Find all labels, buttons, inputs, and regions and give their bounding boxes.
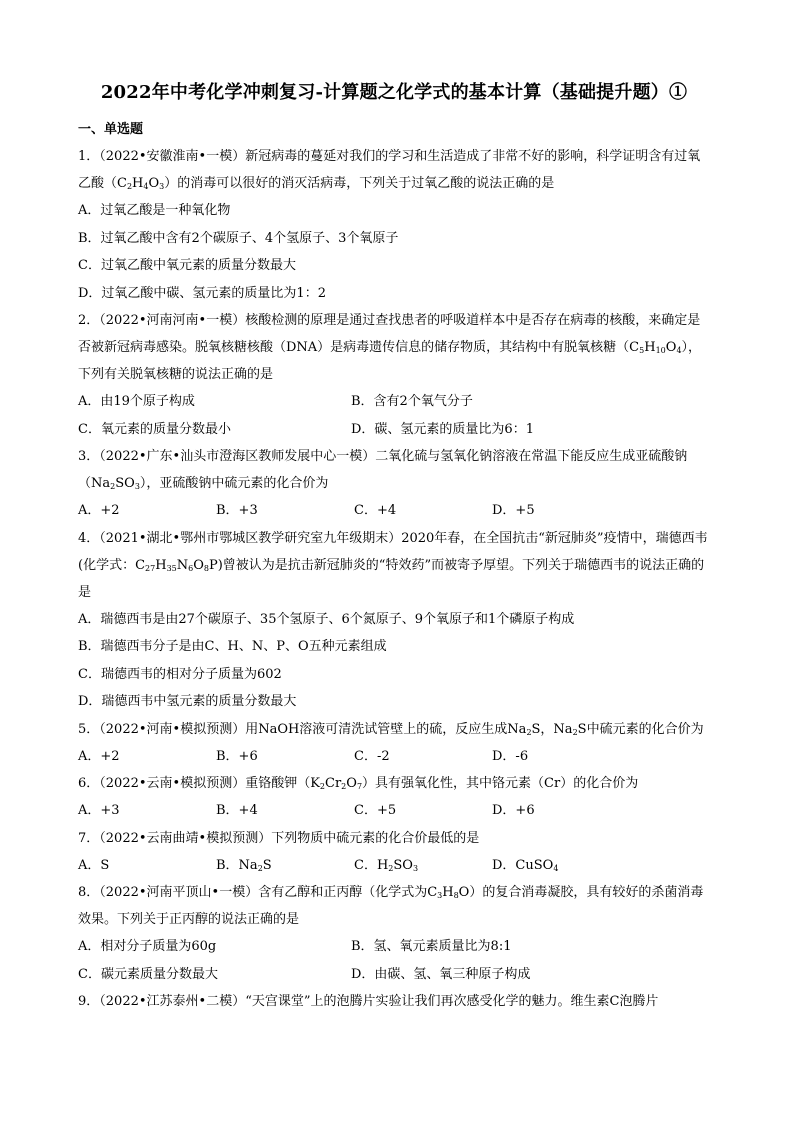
option-b: B．+3	[216, 503, 258, 518]
question-stem: 8．（2022•河南平顶山•一模）含有乙醇和正丙醇（化学式为$C_3H_8O$）的复合消毒凝胶，具有较好的杀菌消毒效果。下列关于正丙醇的说法正确的是	[78, 885, 704, 927]
question-5	[78, 716, 710, 771]
option-c: C．瑞德西韦的相对分子质量为602	[78, 666, 282, 682]
option-b: B．+4	[216, 803, 258, 818]
option-d: D．+6	[492, 803, 535, 818]
option-c: C．碳元素质量分数最大	[78, 966, 218, 982]
question-stem: 7．（2022•云南曲靖•模拟预测）下列物质中硫元素的化合价最低的是	[78, 830, 480, 846]
options-row	[78, 743, 710, 771]
question-9	[78, 988, 710, 1015]
question-stem: 5．（2022•河南•模拟预测）用NaOH溶液可清洗试管壁上的硫，反应生成$Na_2S$，$Na_2S$中硫元素的化合价为	[78, 721, 704, 737]
question-6	[78, 770, 710, 825]
question-3	[78, 443, 710, 525]
option-d: D．-6	[492, 748, 529, 764]
option-a: A．过氧乙酸是一种氧化物	[78, 203, 231, 218]
options-row	[78, 852, 710, 880]
option-d: D．+5	[492, 503, 535, 518]
question-2	[78, 307, 710, 443]
option-b: B．瑞德西韦分子是由C、H、N、P、O五种元素组成	[78, 639, 387, 654]
option-c: C．+4	[354, 503, 397, 518]
options-row	[78, 797, 710, 825]
option-b: B．$Na_2S$	[216, 857, 272, 873]
option-c: C．$H_2SO_3$	[354, 857, 419, 873]
option-b: B．+6	[216, 748, 258, 764]
question-1	[78, 143, 710, 307]
options-row	[78, 961, 710, 989]
option-a: A．瑞德西韦是由27个碳原子、35个氢原子、6个氮原子、9个氧原子和1个磷原子构成	[78, 611, 575, 627]
option-a: A．+3	[78, 803, 120, 818]
page-title: 2022年中考化学冲刺复习-计算题之化学式的基本计算（基础提升题）①	[100, 82, 688, 103]
option-d: D．CuSO$_4$	[492, 857, 559, 873]
option-c: C．-2	[354, 748, 390, 764]
option-c: C．过氧乙酸中氧元素的质量分数最大	[78, 258, 296, 273]
options-row	[78, 388, 710, 416]
option-a: A．+2	[78, 503, 120, 518]
question-stem: 2．（2022•河南河南•一模）核酸检测的原理是通过查找患者的呼吸道样本中是否存在病毒的核酸，来确定是否被新冠病毒感染。脱氧核糖核酸（DNA）是病毒遗传信息的储存物质，其结构中有脱氧核糖$(C_5H_{10}O_4)$，下列有关脱氧核糖的说法正确的是	[78, 313, 702, 382]
option-d: D．瑞德西韦中氢元素的质量分数最大	[78, 694, 297, 709]
question-stem: 4．（2021•湖北•鄂州市鄂城区教学研究室九年级期末）2020年春，在全国抗击“新冠肺炎”疫情中，瑞德西韦(化学式：$C_{27}H_{35}N_6O_8P$)曾被认为是抗击新冠肺炎的“特效药”而被寄予厚望。下列关于瑞德西韦的说法正确的是	[78, 530, 708, 600]
question-stem: 3．（2022•广东•汕头市澄海区教师发展中心一模）二氧化硫与氢氧化钠溶液在常温下能反应生成亚硫酸钠$(Na_2SO_3)$，亚硫酸钠中硫元素的化合价为	[78, 449, 688, 491]
option-a: A．S	[78, 857, 110, 873]
option-a: A．由19个原子构成	[78, 394, 195, 409]
question-7	[78, 825, 710, 880]
option-a: A．相对分子质量为60g	[78, 939, 217, 954]
option-c: C．+5	[354, 803, 397, 818]
section-heading: 一、单选题	[78, 122, 144, 137]
question-8	[78, 879, 710, 988]
options-row	[78, 933, 710, 961]
option-d: D．由碳、氢、氧三种原子构成	[351, 966, 531, 982]
option-a: A．+2	[78, 748, 120, 764]
question-stem: 6．（2022•云南•模拟预测）重铬酸钾$(K_2Cr_2O_7)$具有强氧化性，其中铬元素（Cr）的化合价为	[78, 776, 639, 791]
option-b: B．过氧乙酸中含有2个碳原子、4个氢原子、3个氧原子	[78, 230, 399, 246]
option-b: B．含有2个氧气分子	[351, 394, 473, 409]
option-d: D．碳、氢元素的质量比为6：1	[351, 421, 534, 437]
option-d: D．过氧乙酸中碳、氢元素的质量比为1：2	[78, 285, 326, 301]
option-c: C．氧元素的质量分数最小	[78, 421, 231, 437]
options-row	[78, 497, 710, 525]
option-b: B．氢、氧元素质量比为8:1	[351, 939, 512, 954]
question-4	[78, 525, 710, 716]
question-stem: 1．（2022•安徽淮南•一模）新冠病毒的蔓延对我们的学习和生活造成了非常不好的影响，科学证明含有过氧乙酸$(C_2H_4O_3)$的消毒可以很好的消灭活病毒，下列关于过氧乙酸的说法正确的是	[78, 149, 701, 191]
question-stem: 9．（2022•江苏泰州•二模）“天宫课堂”上的泡腾片实验让我们再次感受化学的魅力。维生素C泡腾片	[78, 994, 659, 1009]
options-row	[78, 416, 710, 444]
